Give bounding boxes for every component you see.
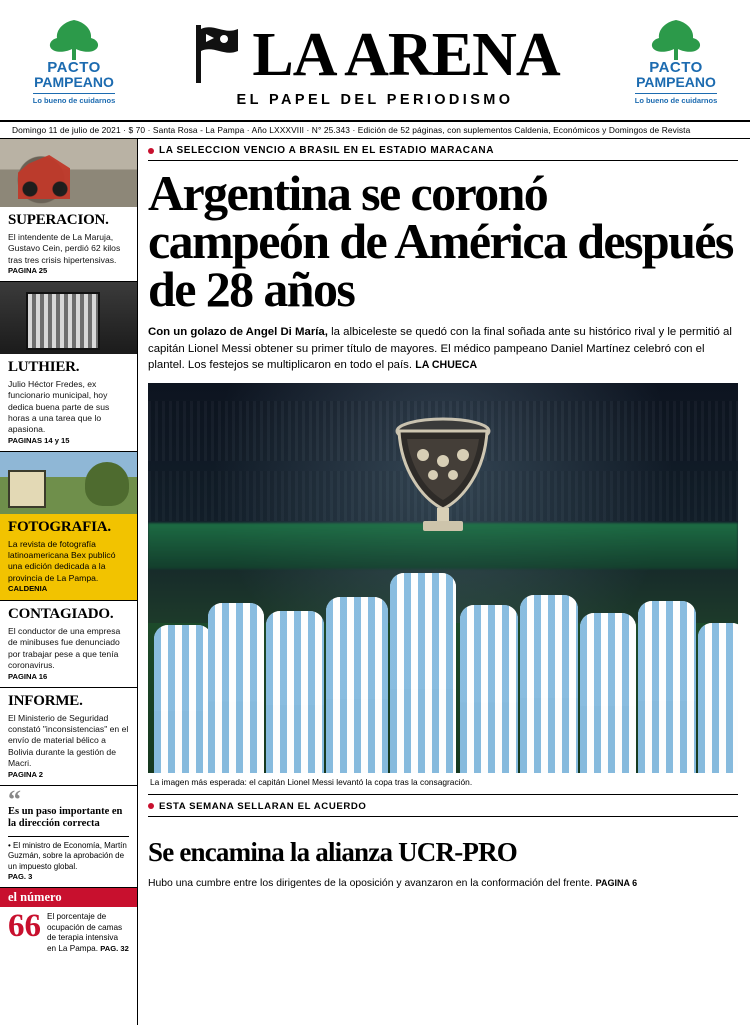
main-headline[interactable]: Argentina se coronó campeón de América después de 28 años (148, 165, 733, 317)
secondary-epigraph (148, 795, 738, 817)
tree-icon (645, 18, 707, 62)
divider (8, 836, 129, 837)
sidebar-item-luthier[interactable] (0, 282, 137, 452)
secondary-lede (148, 877, 738, 891)
paper-subtitle: EL PAPEL DEL PERIODISMO (236, 91, 514, 108)
sidebar-item-kicker: CONTAGIADO. (8, 606, 114, 623)
accordion-photo (0, 282, 137, 354)
sidebar-column (0, 139, 138, 1025)
landscape-photo (0, 452, 137, 514)
sidebar-item-page: PAGINA 16 (8, 671, 48, 681)
secondary-lede-text: Hubo una cumbre entre los dirigentes de la oposición y avanzaron en la conformación del frente. (148, 878, 593, 890)
flag-logo-icon (190, 21, 248, 87)
sidebar-item-text: El conductor de una empresa de minibuses fue denunciado por trabajar pese a que tenía coronavirus. (8, 626, 121, 671)
sidebar-item-text: La revista de fotografía latinoamericana Bex publicó una edición dedicada a la provincia de La Pampa. (8, 538, 116, 583)
player-figure (638, 601, 696, 773)
player-figure-messi (390, 573, 456, 773)
player-figure (520, 595, 578, 773)
paper-name: LA ARENA (252, 21, 560, 90)
main-lede (148, 324, 738, 373)
sidebar-item-informe[interactable] (0, 688, 137, 786)
issue-info-bar: Domingo 11 de julio de 2021 · $ 70 · Santa Rosa - La Pampa · Año LXXXVIII · N° 25.343 · Edición de 52 páginas, con suplementos Caldenia, Económicos y Domingos de Revista (0, 120, 750, 139)
cyclist-photo (0, 139, 137, 207)
photo-caption: La imagen más esperada: el capitán Lionel Messi levantó la copa tras la consagración. (148, 773, 738, 795)
sidebar-item-contagiado[interactable] (0, 601, 137, 687)
sponsor-brand-left: PACTO PAMPEANO (34, 58, 114, 90)
sponsor-tagline-right: Lo bueno de cuidarnos (635, 93, 718, 105)
numero-page: PAG. 32 (100, 943, 129, 953)
secondary-epigraph-text: ESTA SEMANA SELLARAN EL ACUERDO (159, 800, 367, 812)
sidebar-item-page: PAGINA 25 (8, 266, 48, 276)
paper-title-block (134, 19, 616, 108)
sidebar-item-kicker: FOTOGRAFIA. (8, 518, 111, 535)
sponsor-tagline-left: Lo bueno de cuidarnos (33, 93, 116, 105)
sidebar-item-fotografia[interactable] (0, 452, 137, 601)
sidebar-item-kicker: LUTHIER. (8, 359, 80, 376)
page-body (0, 139, 750, 1025)
sponsor-logo-left (14, 18, 134, 109)
sidebar-item-superacion[interactable] (0, 139, 137, 282)
quote-mark-icon: “ (8, 784, 21, 814)
main-epigraph-text: LA SELECCION VENCIO A BRASIL EN EL ESTADIO MARACANA (159, 145, 495, 156)
player-figure (460, 605, 518, 773)
quote-attribution: • El ministro de Economía, Martín Guzmán, sobre la aprobación de un impuesto global. (8, 840, 127, 871)
bullet-icon (148, 803, 154, 809)
secondary-page: PAGINA 6 (595, 878, 638, 889)
sidebar-item-kicker: SUPERACION. (8, 212, 109, 228)
numero-text: El porcentaje de ocupación de camas de terapia intensiva en La Pampa. PAG. 32 (47, 911, 129, 953)
sidebar-item-page: PAGINAS 14 y 15 (8, 435, 70, 445)
trophy-icon (383, 405, 503, 535)
lede-body: la albiceleste se quedó con la final soñada ante su histórico rival y le permitió al capitán Lionel Messi obtener su primer título de mayores. El médico pampeano Daniel Martínez celebró con el plantel. Los festejos se multiplicaron en todo el país. (148, 326, 732, 371)
numero-value: 66 (8, 907, 41, 944)
sidebar-item-text: El intendente de La Maruja, Gustavo Cein, perdió 62 kilos tras tres crisis hipertensivas. (8, 231, 121, 265)
quote-text: Es un paso importante en la dirección correcta (8, 805, 123, 830)
sponsor-logo-right (616, 18, 736, 109)
sidebar-quote (0, 786, 137, 888)
player-figure (208, 603, 264, 773)
player-figure (326, 597, 388, 773)
sponsor-brand-right: PACTO PAMPEANO (636, 58, 716, 90)
main-photo (148, 383, 738, 773)
player-figure (580, 613, 636, 773)
sidebar-item-kicker: INFORME. (8, 692, 83, 709)
lede-bold-intro: Con un golazo de Angel Di María, (148, 326, 328, 339)
quote-page: PAG. 3 (8, 871, 33, 881)
main-column (138, 139, 750, 1025)
bullet-icon (148, 148, 154, 154)
player-figure (154, 625, 212, 773)
secondary-headline[interactable]: Se encamina la alianza UCR-PRO (148, 837, 517, 868)
player-figure (698, 623, 738, 773)
sidebar-numero-block (0, 888, 137, 960)
sidebar-item-text: El Ministerio de Seguridad constató "inconsistencias" en el envío de material bélico a Bolivia durante la gestión de Macri. (8, 712, 129, 769)
main-epigraph (148, 145, 738, 161)
masthead (0, 0, 750, 120)
sidebar-item-page: CALDENIA (8, 584, 48, 594)
numero-label: el número (0, 888, 137, 907)
sidebar-item-text: Julio Héctor Fredes, ex funcionario municipal, hoy dedica buena parte de sus horas a una tarea que lo apasiona. (8, 378, 110, 435)
tree-icon (43, 18, 105, 62)
sidebar-item-page: PAGINA 2 (8, 769, 44, 779)
lede-section-tag: LA CHUECA (415, 358, 478, 371)
player-figure (266, 611, 324, 773)
